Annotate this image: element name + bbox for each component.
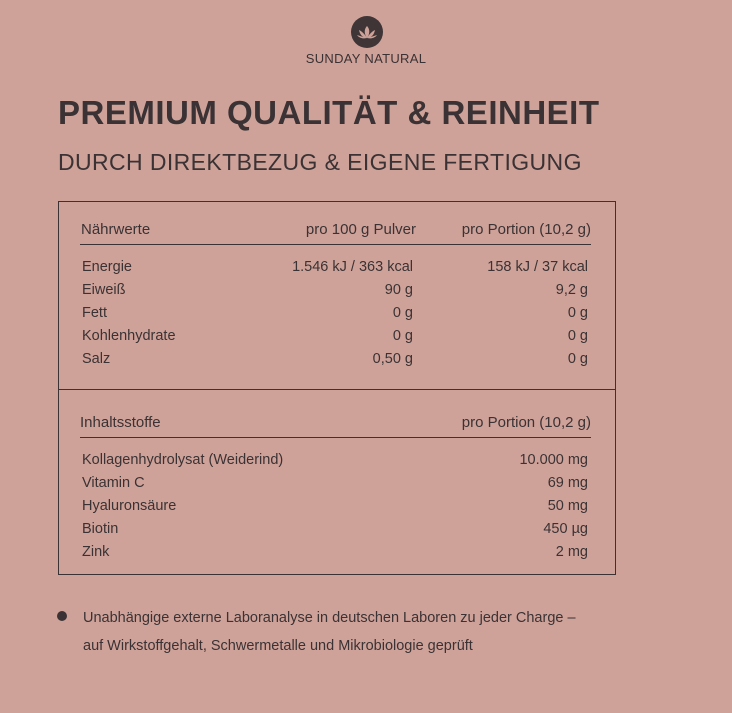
nutrient-per100: 0,50 g — [372, 351, 413, 367]
nutrient-portion: 158 kJ / 37 kcal — [487, 259, 588, 275]
page-title: PREMIUM QUALITÄT & REINHEIT — [58, 94, 600, 131]
nutrition-row — [82, 351, 588, 374]
nutrition-row — [82, 282, 588, 305]
ingredient-row — [82, 544, 588, 567]
note-line-2: auf Wirkstoffgehalt, Schwermetalle und Mikrobiologie geprüft — [83, 638, 473, 654]
nutrient-per100: 0 g — [392, 305, 413, 321]
nutrient-portion: 9,2 g — [555, 282, 588, 298]
nutrition-row — [82, 305, 588, 328]
ingredient-row — [82, 475, 588, 498]
note-line-1: Unabhängige externe Laboranalyse in deutschen Laboren zu jeder Charge – — [83, 610, 576, 626]
ingredient-row — [82, 498, 588, 521]
nutrition-table — [58, 201, 616, 575]
lotus-icon — [351, 16, 383, 48]
ingredient-name: Biotin — [82, 521, 119, 537]
bullet-icon — [57, 611, 67, 621]
ingredients-header-row — [80, 397, 591, 438]
ingredient-row — [82, 452, 588, 475]
nutrient-name: Energie — [82, 259, 132, 275]
nutrient-name: Kohlenhydrate — [82, 328, 176, 344]
brand-name: SUNDAY NATURAL — [305, 51, 427, 66]
ingredient-name: Zink — [82, 544, 110, 560]
ingredient-amount: 50 mg — [547, 498, 588, 514]
ingredient-name: Kollagenhydrolysat (Weiderind) — [82, 452, 284, 468]
nutrition-header-portion: pro Portion (10,2 g) — [461, 221, 591, 238]
ingredient-row — [82, 521, 588, 544]
nutrition-header-row — [80, 204, 591, 245]
nutrient-per100: 90 g — [384, 282, 413, 298]
nutrition-header-per100: pro 100 g Pulver — [305, 221, 416, 238]
nutrient-name: Fett — [82, 305, 107, 321]
nutrient-per100: 1.546 kJ / 363 kcal — [292, 259, 413, 275]
nutrient-name: Salz — [82, 351, 111, 367]
nutrition-header-label: Nährwerte — [81, 221, 151, 238]
ingredient-amount: 450 µg — [543, 521, 588, 537]
nutrient-per100: 0 g — [392, 328, 413, 344]
ingredients-header-portion: pro Portion (10,2 g) — [461, 414, 591, 431]
ingredient-amount: 2 mg — [555, 544, 588, 560]
ingredient-name: Vitamin C — [82, 475, 145, 491]
ingredient-amount: 10.000 mg — [519, 452, 588, 468]
nutrient-portion: 0 g — [567, 351, 588, 367]
nutrient-portion: 0 g — [567, 305, 588, 321]
nutrition-row — [82, 328, 588, 351]
nutrition-row — [82, 259, 588, 282]
ingredient-amount: 69 mg — [547, 475, 588, 491]
nutrient-name: Eiweiß — [82, 282, 126, 298]
nutrient-portion: 0 g — [567, 328, 588, 344]
page-subtitle: DURCH DIREKTBEZUG & EIGENE FERTIGUNG — [58, 149, 582, 175]
section-divider — [59, 389, 615, 390]
ingredient-name: Hyaluronsäure — [82, 498, 177, 514]
ingredients-header-label: Inhaltsstoffe — [80, 414, 161, 431]
lab-analysis-note — [83, 604, 683, 660]
